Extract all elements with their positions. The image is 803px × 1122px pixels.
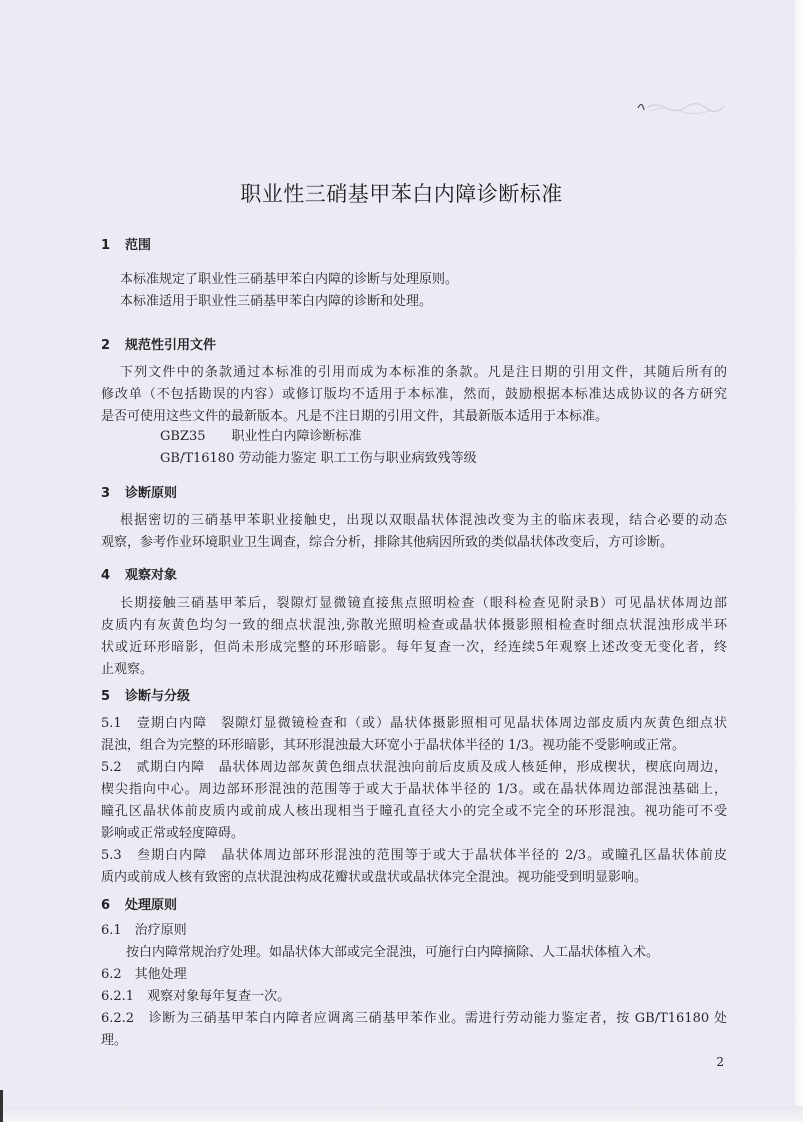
text-line: 影响或正常或轻度障碍。: [101, 826, 245, 841]
section-4-body: [101, 593, 727, 681]
scan-edge-mark: [0, 1090, 3, 1122]
clause-6-1: 6.1 治疗原则: [101, 923, 187, 938]
section-2-heading: 2 规范性引用文件: [101, 338, 217, 353]
text-line: 是否可使用这些文件的最新版本。凡是不注日期的引用文件，其最新版本适用于本标准。: [101, 409, 609, 424]
section-3-heading: 3 诊断原则: [101, 486, 178, 501]
text-line: 观察，参考作业环境职业卫生调查，综合分析，排除其他病因所致的类似晶状体改变后，方可诊断。: [101, 535, 674, 550]
page-number: 2: [716, 1055, 724, 1069]
clause-6-2-2: 6.2.2 诊断为三硝基甲苯白内障者应调离三硝基甲苯作业。需进行劳动能力鉴定者，按 GB/T16180 处: [101, 1011, 727, 1026]
clause-6-2: 6.2 其他处理: [101, 967, 187, 982]
handwritten-mark: [636, 96, 728, 118]
section-5-body: [101, 713, 727, 889]
section-5-heading: 5 诊断与分级: [101, 689, 191, 704]
reference-item: GB/T16180 劳动能力鉴定 职工工伤与职业病致残等级: [160, 451, 477, 466]
clause-6-2-1: 6.2.1 观察对象每年复查一次。: [101, 989, 291, 1004]
text-line: 本标准规定了职业性三硝基甲苯白内障的诊断与处理原则。: [120, 272, 459, 287]
text-line: 下列文件中的条款通过本标准的引用而成为本标准的条款。凡是注日期的引用文件，其随后所有的: [120, 365, 727, 380]
text-line: 理。: [101, 1033, 128, 1048]
text-line: 本标准适用于职业性三硝基甲苯白内障的诊断和处理。: [120, 294, 433, 309]
text-line: 止观察。: [101, 662, 154, 677]
text-line: 按白内障常规治疗处理。如晶状体大部或完全混浊，可施行白内障摘除、人工晶状体植入术。: [113, 945, 660, 960]
clause-5-2: 5.2 贰期白内障 晶状体周边部灰黄色细点状混浊向前后皮质及成人核延伸，形成楔状，楔底向周边，: [101, 760, 727, 775]
clause-5-1: 5.1 壹期白内障 裂隙灯显微镜检查和（或）晶状体摄影照相可见晶状体周边部皮质内灰黄色细点状: [101, 716, 727, 731]
document-title: 职业性三硝基甲苯白内障诊断标准: [240, 182, 563, 206]
text-line: 长期接触三硝基甲苯后，裂隙灯显微镜直接焦点照明检查（眼科检查见附录B）可见晶状体周边部: [120, 596, 727, 611]
page-edge: [795, 0, 803, 1122]
text-line: 瞳孔区晶状体前皮质内或前成人核出现相当于瞳孔直径大小的完全或不完全的环形混浊。视功能可不受: [101, 804, 727, 819]
section-2-body: [101, 362, 727, 428]
text-line: 混浊，组合为完整的环形暗影，其环形混浊最大环宽小于晶状体半径的 1/3。视功能不受影响或正常。: [101, 738, 686, 753]
text-line: 修改单（不包括勘误的内容）或修订版均不适用于本标准，然而，鼓励根据本标准达成协议的各方研究: [101, 387, 727, 402]
section-6-body: [101, 920, 727, 1052]
text-line: 质内或前成人核有致密的点状混浊构成花瓣状或盘状或晶状体完全混浊。视功能受到明显影响。: [101, 870, 648, 885]
text-line: 楔尖指向中心。周边部环形混浊的范围等于或大于晶状体半径的 1/3。或在晶状体周边部混浊基础上，: [101, 782, 727, 797]
section-4-heading: 4 观察对象: [101, 568, 178, 583]
text-line: 皮质内有灰黄色均匀一致的细点状混浊,弥散光照明检查或晶状体摄影照相检查时细点状混浊形成半环: [101, 618, 727, 633]
section-3-body: [101, 510, 727, 554]
normative-references: [160, 426, 786, 470]
reference-item: GBZ35 职业性白内障诊断标准: [160, 429, 362, 444]
page-edge: [0, 1106, 803, 1122]
section-6-heading: 6 处理原则: [101, 898, 178, 913]
clause-5-3: 5.3 叁期白内障 晶状体周边部环形混浊的范围等于或大于晶状体半径的 2/3。或瞳孔区晶状体前皮: [101, 848, 727, 863]
section-1-heading: 1 范围: [101, 238, 152, 253]
text-line: 状或近环形暗影，但尚未形成完整的环形暗影。每年复查一次，经连续5年观察上述改变无变化者，终: [101, 640, 727, 655]
text-line: 根据密切的三硝基甲苯职业接触史，出现以双眼晶状体混浊改变为主的临床表现，结合必要的动态: [120, 513, 727, 528]
section-1-body: [120, 269, 746, 313]
